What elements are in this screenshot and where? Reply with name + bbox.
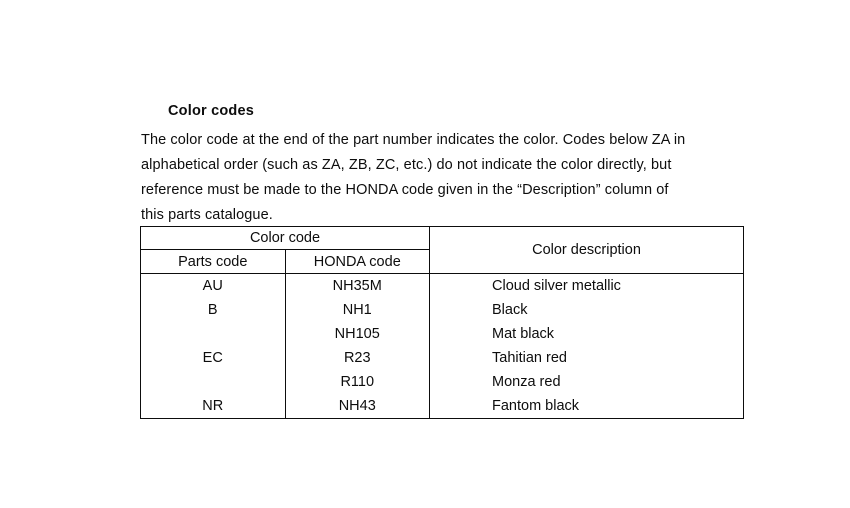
intro-line-1: The color code at the end of the part number indicates the color. Codes below ZA in [141,132,686,148]
intro-line-4: this parts catalogue. [141,207,273,223]
cell-parts-code: NR [141,394,286,419]
cell-honda-code: R23 [285,346,430,370]
header-color-code-group: Color code [141,227,430,250]
cell-honda-code: NH35M [285,274,430,299]
cell-parts-code: AU [141,274,286,299]
cell-description: Fantom black [430,394,744,419]
cell-description: Black [430,298,744,322]
cell-description: Tahitian red [430,346,744,370]
cell-parts-code: B [141,298,286,322]
cell-parts-code [141,370,286,394]
table-row [141,370,744,394]
cell-description: Cloud silver metallic [430,274,744,299]
cell-description: Monza red [430,370,744,394]
table-row [141,346,744,370]
intro-line-3: reference must be made to the HONDA code given in the “Description” column of [141,182,669,198]
intro-line-2: alphabetical order (such as ZA, ZB, ZC, etc.) do not indicate the color directly, but [141,157,672,173]
cell-honda-code: NH1 [285,298,430,322]
table-row [141,394,744,419]
cell-honda-code: R110 [285,370,430,394]
table-row [141,322,744,346]
header-color-description: Color description [430,227,744,274]
table-header-row-group [141,227,744,250]
cell-honda-code: NH43 [285,394,430,419]
header-honda-code: HONDA code [285,250,430,274]
table-row [141,274,744,299]
intro-paragraph [141,128,741,228]
cell-parts-code [141,322,286,346]
color-codes-table [140,226,744,419]
cell-parts-code: EC [141,346,286,370]
page-title: Color codes [168,103,254,119]
cell-description: Mat black [430,322,744,346]
table-row [141,298,744,322]
cell-honda-code: NH105 [285,322,430,346]
header-parts-code: Parts code [141,250,286,274]
